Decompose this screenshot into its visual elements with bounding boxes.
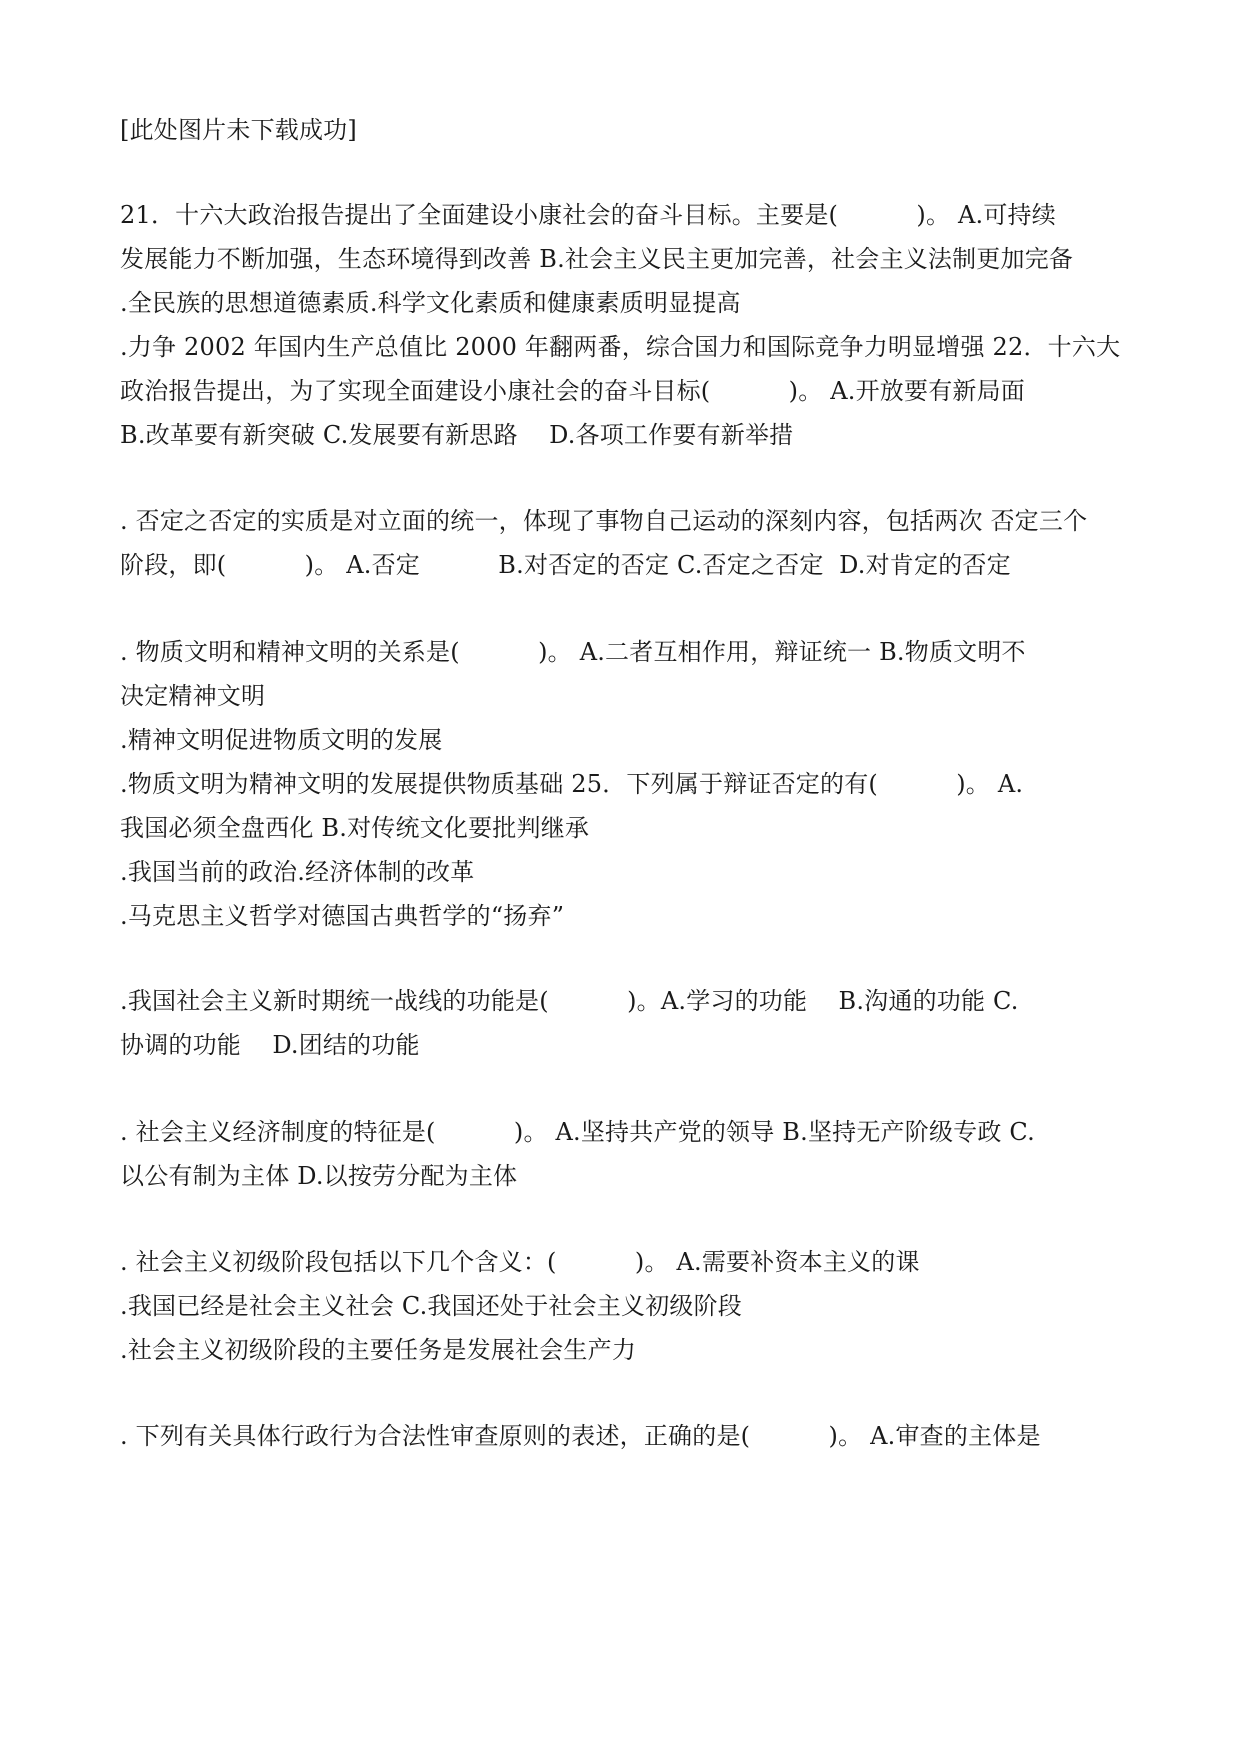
question-21-line-1: 21．十六大政治报告提出了全面建设小康社会的奋斗目标。主要是( )。 A.可持续: [120, 201, 1056, 229]
question-24-line-1: . 物质文明和精神文明的关系是( )。 A.二者互相作用，辩证统一 B.物质文明不: [120, 638, 1026, 666]
image-missing-placeholder: [此处图片未下载成功]: [120, 116, 357, 144]
question-24-line-4: .物质文明为精神文明的发展提供物质基础 25．下列属于辩证否定的有( )。 A.: [120, 770, 1024, 798]
question-22-line-1: 政治报告提出，为了实现全面建设小康社会的奋斗目标( )。 A.开放要有新局面: [120, 377, 1026, 405]
question-21-line-3: .全民族的思想道德素质.科学文化素质和健康素质明显提高: [120, 289, 741, 317]
question-23-line-2: 阶段，即( )。 A.否定 B.对否定的否定 C.否定之否定 D.对肯定的否定: [120, 551, 1011, 579]
question-28-line-3: .社会主义初级阶段的主要任务是发展社会生产力: [120, 1336, 637, 1364]
question-26-line-2: 协调的功能 D.团结的功能: [120, 1031, 420, 1059]
question-23-line-1: . 否定之否定的实质是对立面的统一，体现了事物自己运动的深刻内容，包括两次 否定三个: [120, 507, 1088, 535]
question-25-line-1: 我国必须全盘西化 B.对传统文化要批判继承: [120, 814, 590, 842]
question-25-line-2: .我国当前的政治.经济体制的改革: [120, 858, 475, 886]
question-28-line-1: . 社会主义初级阶段包括以下几个含义：( )。 A.需要补资本主义的课: [120, 1248, 920, 1276]
question-28-line-2: .我国已经是社会主义社会 C.我国还处于社会主义初级阶段: [120, 1292, 742, 1320]
question-24-line-2: 决定精神文明: [120, 682, 266, 710]
question-25-line-3: .马克思主义哲学对德国古典哲学的“扬弃”: [120, 902, 565, 930]
question-29-line-1: . 下列有关具体行政行为合法性审查原则的表述，正确的是( )。 A.审查的主体是: [120, 1422, 1041, 1450]
question-24-line-3: .精神文明促进物质文明的发展: [120, 726, 443, 754]
question-27-line-1: . 社会主义经济制度的特征是( )。 A.坚持共产党的领导 B.坚持无产阶级专政 C.: [120, 1118, 1035, 1146]
question-21-line-4: .力争 2002 年国内生产总值比 2000 年翻两番，综合国力和国际竞争力明显增强 22．十六大: [120, 333, 1121, 361]
question-22-line-2: B.改革要有新突破 C.发展要有新思路 D.各项工作要有新举措: [120, 421, 794, 449]
question-27-line-2: 以公有制为主体 D.以按劳分配为主体: [120, 1162, 518, 1190]
question-21-line-2: 发展能力不断加强，生态环境得到改善 B.社会主义民主更加完善，社会主义法制更加完备: [120, 245, 1074, 273]
question-26-line-1: .我国社会主义新时期统一战线的功能是( )。A.学习的功能 B.沟通的功能 C.: [120, 987, 1019, 1015]
